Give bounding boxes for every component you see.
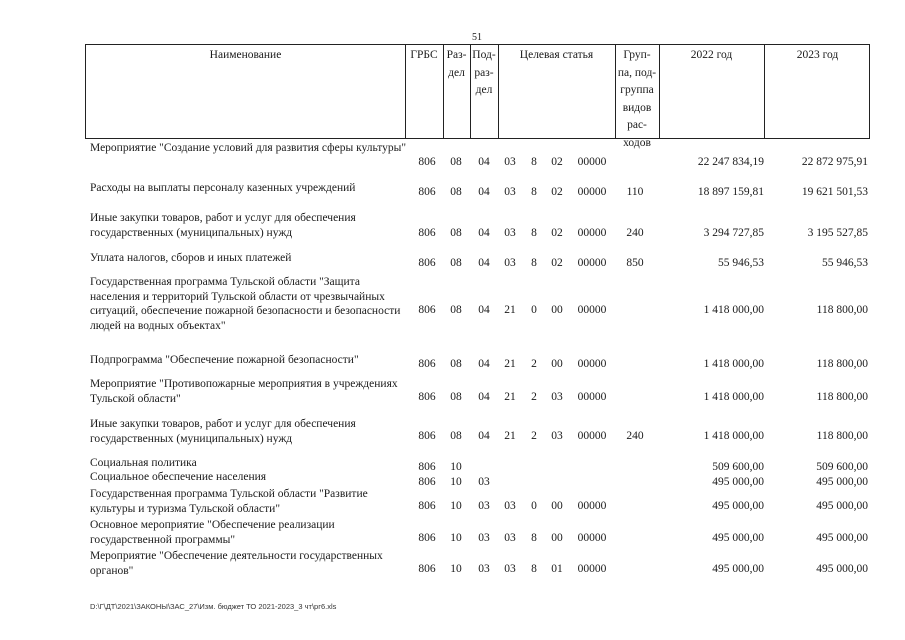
row-name: Государственная программа Тульской области "Защита населения и территорий Тульской области от чрезвычайных ситуаций, обеспечение пожарной безопасности и безопасности людей на водных объектах"	[90, 276, 401, 332]
cell-t3: 00	[551, 500, 563, 512]
header-2022: 2022 год	[690, 49, 733, 61]
cell-rz: 10	[450, 476, 462, 488]
cell-t1: 03	[504, 532, 516, 544]
footer-file-path: D:\Г\ДТ\2021\ЗАКОНЫ\ЗАС_27\Изм. бюджет ТО 2021-2023_3 чт\рг6.xls	[90, 602, 337, 611]
cell-t2: 2	[531, 358, 537, 370]
cell-t1: 21	[504, 430, 516, 442]
cell-t1: 03	[504, 156, 516, 168]
cell-t2: 8	[531, 257, 537, 269]
cell-t4: 00000	[577, 391, 607, 403]
cell-t3: 00	[551, 532, 563, 544]
cell-v2022: 495 000,00	[712, 563, 764, 575]
cell-t2: 2	[531, 391, 537, 403]
cell-v2022: 495 000,00	[712, 532, 764, 544]
cell-t4: 00000	[577, 532, 607, 544]
header-grbs: ГРБС	[410, 49, 438, 61]
cell-rz: 08	[450, 430, 462, 442]
cell-rz: 08	[450, 186, 462, 198]
cell-rz: 08	[450, 304, 462, 316]
cell-grbs: 806	[418, 532, 436, 544]
cell-t4: 00000	[577, 186, 607, 198]
cell-t1: 03	[504, 257, 516, 269]
cell-t2: 8	[531, 156, 537, 168]
cell-v2022: 495 000,00	[712, 500, 764, 512]
row-name: Мероприятие "Противопожарные мероприятия в учреждениях Тульской области"	[90, 378, 398, 405]
cell-pr: 04	[478, 430, 490, 442]
cell-v2023: 509 600,00	[816, 461, 868, 473]
cell-v2022: 1 418 000,00	[703, 304, 764, 316]
cell-v2023: 495 000,00	[816, 500, 868, 512]
cell-t1: 03	[504, 227, 516, 239]
cell-v2022: 55 946,53	[718, 257, 764, 269]
header-target-article: Целевая статья	[519, 49, 594, 61]
cell-v2022: 1 418 000,00	[703, 391, 764, 403]
cell-v2022: 509 600,00	[712, 461, 764, 473]
row-name: Основное мероприятие "Обеспечение реализации государственной программы"	[90, 519, 335, 546]
cell-grbs: 806	[418, 358, 436, 370]
cell-rz: 08	[450, 391, 462, 403]
cell-t3: 03	[551, 391, 563, 403]
cell-pr: 04	[478, 304, 490, 316]
row-name: Социальная политика	[90, 457, 197, 469]
cell-rz: 08	[450, 156, 462, 168]
row-name: Расходы на выплаты персоналу казенных учреждений	[90, 182, 356, 194]
header-name: Наименование	[209, 49, 282, 61]
row-name: Уплата налогов, сборов и иных платежей	[90, 252, 292, 264]
cell-grbs: 806	[418, 156, 436, 168]
cell-pr: 04	[478, 257, 490, 269]
cell-grbs: 806	[418, 186, 436, 198]
header-expense-group: Груп- па, под- группа видов рас- ходов	[617, 49, 657, 149]
cell-t2: 8	[531, 532, 537, 544]
cell-t4: 00000	[577, 304, 607, 316]
cell-t4: 00000	[577, 156, 607, 168]
cell-t2: 8	[531, 227, 537, 239]
cell-grbs: 806	[418, 391, 436, 403]
cell-t2: 0	[531, 304, 537, 316]
cell-pr: 03	[478, 532, 490, 544]
cell-rz: 10	[450, 563, 462, 575]
cell-vr: 240	[626, 227, 644, 239]
cell-v2023: 55 946,53	[822, 257, 868, 269]
row-name: Государственная программа Тульской области "Развитие культуры и туризма Тульской области"	[90, 488, 368, 515]
cell-t1: 03	[504, 500, 516, 512]
cell-vr: 110	[626, 186, 644, 198]
cell-v2023: 3 195 527,85	[807, 227, 868, 239]
cell-v2022: 495 000,00	[712, 476, 764, 488]
cell-rz: 08	[450, 227, 462, 239]
cell-t2: 2	[531, 430, 537, 442]
cell-rz: 08	[450, 257, 462, 269]
cell-rz: 10	[450, 500, 462, 512]
cell-t3: 02	[551, 257, 563, 269]
cell-t1: 03	[504, 186, 516, 198]
header-2023: 2023 год	[796, 49, 839, 61]
header-razdel: Раз- дел	[446, 49, 467, 79]
cell-grbs: 806	[418, 461, 436, 473]
cell-v2023: 495 000,00	[816, 532, 868, 544]
cell-t3: 02	[551, 186, 563, 198]
cell-t4: 00000	[577, 500, 607, 512]
page-number: 51	[472, 32, 482, 43]
row-name: Социальное обеспечение населения	[90, 471, 267, 483]
cell-v2023: 118 800,00	[816, 430, 868, 442]
cell-vr: 850	[626, 257, 644, 269]
row-name: Иные закупки товаров, работ и услуг для обеспечения государственных (муниципальных) нужд	[90, 212, 356, 239]
cell-t3: 00	[551, 304, 563, 316]
cell-v2022: 18 897 159,81	[697, 186, 764, 198]
cell-grbs: 806	[418, 476, 436, 488]
cell-rz: 08	[450, 358, 462, 370]
cell-t3: 00	[551, 358, 563, 370]
cell-v2023: 118 800,00	[816, 391, 868, 403]
cell-v2022: 1 418 000,00	[703, 358, 764, 370]
cell-t3: 02	[551, 227, 563, 239]
cell-t4: 00000	[577, 257, 607, 269]
row-name: Иные закупки товаров, работ и услуг для обеспечения государственных (муниципальных) нужд	[90, 418, 356, 445]
cell-t4: 00000	[577, 358, 607, 370]
cell-v2023: 118 800,00	[816, 358, 868, 370]
cell-grbs: 806	[418, 430, 436, 442]
cell-t2: 8	[531, 186, 537, 198]
cell-t2: 8	[531, 563, 537, 575]
cell-grbs: 806	[418, 227, 436, 239]
cell-grbs: 806	[418, 304, 436, 316]
cell-t1: 21	[504, 358, 516, 370]
cell-t3: 03	[551, 430, 563, 442]
cell-pr: 03	[478, 500, 490, 512]
header-podrazdel: Под- раз- дел	[472, 49, 496, 96]
cell-rz: 10	[450, 461, 462, 473]
cell-t4: 00000	[577, 430, 607, 442]
cell-grbs: 806	[418, 257, 436, 269]
cell-rz: 10	[450, 532, 462, 544]
cell-v2022: 22 247 834,19	[697, 156, 764, 168]
cell-v2022: 3 294 727,85	[703, 227, 764, 239]
row-name: Мероприятие "Обеспечение деятельности государственных органов"	[90, 550, 383, 577]
row-name: Мероприятие "Создание условий для развития сферы культуры"	[90, 142, 407, 154]
cell-v2023: 19 621 501,53	[801, 186, 868, 198]
cell-t1: 03	[504, 563, 516, 575]
cell-t1: 21	[504, 304, 516, 316]
cell-t4: 00000	[577, 227, 607, 239]
cell-v2023: 22 872 975,91	[801, 156, 868, 168]
cell-v2023: 495 000,00	[816, 563, 868, 575]
cell-pr: 04	[478, 358, 490, 370]
cell-t3: 02	[551, 156, 563, 168]
cell-t1: 21	[504, 391, 516, 403]
cell-pr: 04	[478, 156, 490, 168]
cell-vr: 240	[626, 430, 644, 442]
cell-pr: 04	[478, 227, 490, 239]
cell-t2: 0	[531, 500, 537, 512]
cell-pr: 03	[478, 563, 490, 575]
cell-pr: 04	[478, 391, 490, 403]
cell-t3: 01	[551, 563, 563, 575]
cell-pr: 04	[478, 186, 490, 198]
cell-v2023: 495 000,00	[816, 476, 868, 488]
cell-grbs: 806	[418, 563, 436, 575]
cell-pr: 03	[478, 476, 490, 488]
cell-grbs: 806	[418, 500, 436, 512]
cell-t4: 00000	[577, 563, 607, 575]
cell-v2023: 118 800,00	[816, 304, 868, 316]
cell-v2022: 1 418 000,00	[703, 430, 764, 442]
row-name: Подпрограмма "Обеспечение пожарной безопасности"	[90, 354, 359, 366]
